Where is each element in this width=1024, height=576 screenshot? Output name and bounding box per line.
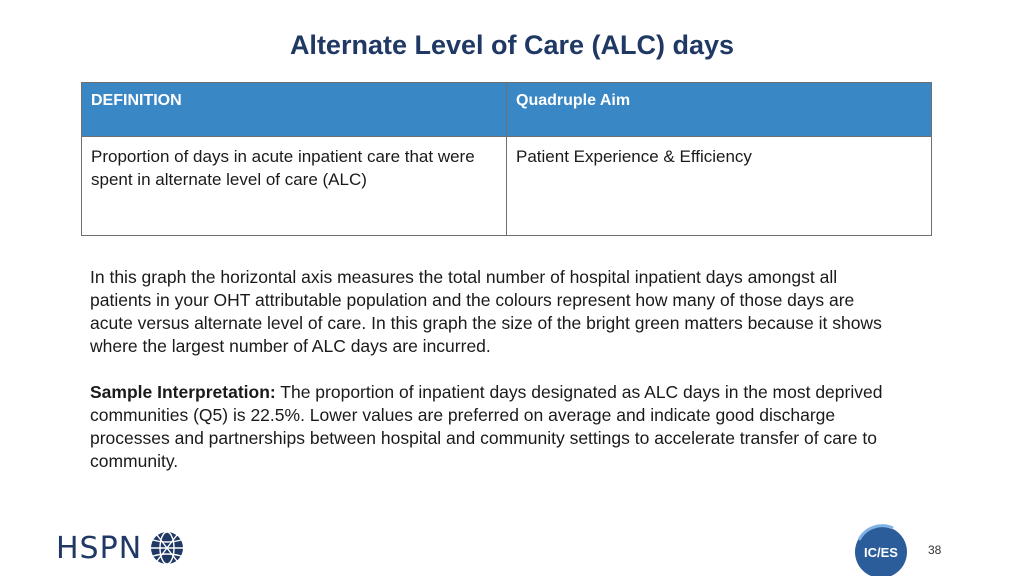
definition-table — [81, 82, 932, 236]
explanation-text — [90, 266, 890, 473]
definition-cell: Proportion of days in acute inpatient care that were spent in alternate level of care (ALC) — [82, 137, 507, 236]
sample-interpretation — [90, 381, 890, 473]
page-title: Alternate Level of Care (ALC) days — [289, 30, 735, 60]
hspn-logo — [56, 528, 185, 568]
page-number: 38 — [928, 543, 942, 557]
table-header-row — [82, 83, 932, 137]
table-row — [82, 137, 932, 236]
sample-interpretation-text: The proportion of inpatient days designated as ALC days in the most deprived communities (Q5) is 22.5%. Lower values are preferred on average and indicate good discharge processes and partnerships between hospital and community settings to accelerate transfer of care to community. — [90, 382, 883, 471]
explanation-paragraph: In this graph the horizontal axis measures the total number of hospital inpatient days amongst all patients in your OHT attributable population and the colours represent how many of those days are acute versus alternate level of care. In this graph the size of the bright green matters because it shows where the largest number of ALC days are incurred. — [90, 267, 882, 356]
quadruple-aim-cell: Patient Experience & Efficiency — [507, 137, 932, 236]
sample-interpretation-label: Sample Interpretation: — [90, 382, 276, 402]
header-definition: DEFINITION — [82, 83, 507, 137]
ices-logo — [853, 524, 909, 576]
hspn-logo-text: HSPN — [56, 530, 143, 566]
header-quadruple-aim: Quadruple Aim — [507, 83, 932, 137]
ices-logo-text: IC/ES — [864, 545, 898, 560]
globe-icon — [149, 530, 185, 566]
